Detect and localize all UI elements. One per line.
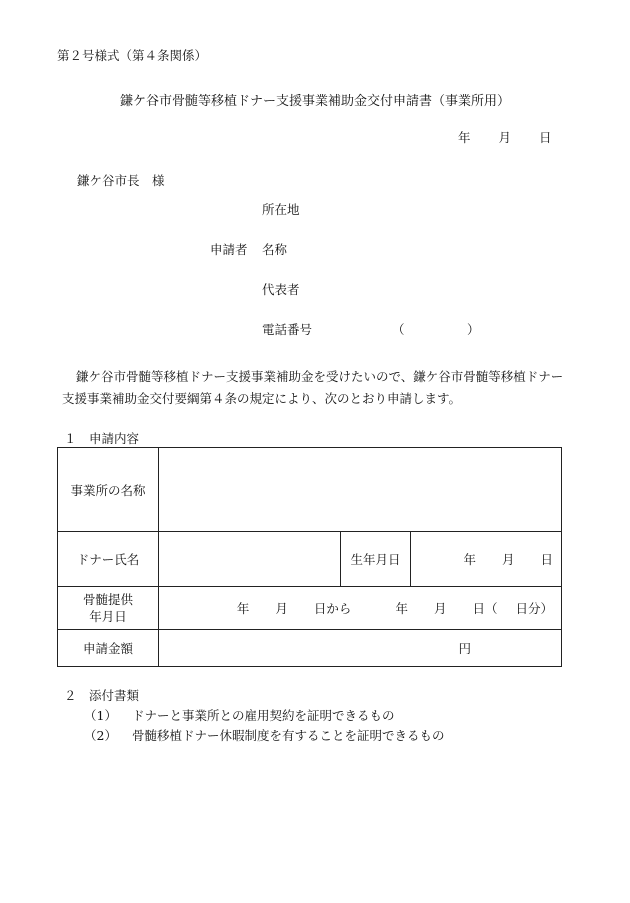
donation-month2: 月: [433, 601, 447, 616]
form-number: 第２号様式（第４条関係）: [57, 48, 208, 63]
document-title: 鎌ケ谷市骨髄等移植ドナー支援事業補助金交付申請書（事業所用）: [119, 94, 510, 109]
donor-row: [58, 532, 562, 587]
statement-text: 鎌ケ谷市骨髄等移植ドナー支援事業補助金を受けたいので、鎌ケ谷市骨髄等移植ドナー支援事業補助金交付要綱第４条の規定により、次のとおり申請します。: [62, 369, 564, 406]
amount-unit: 円: [458, 641, 471, 656]
attachment-item: [84, 706, 395, 724]
donation-date-label: [58, 587, 159, 630]
application-statement: [62, 366, 572, 410]
donation-label-line2: 年月日: [89, 609, 127, 624]
donation-day2: 日（: [472, 601, 498, 616]
application-table: [57, 447, 562, 667]
office-name-label: 事業所の名称: [58, 448, 159, 532]
date-day-label: 日: [539, 130, 552, 145]
donation-date-row: [58, 587, 562, 630]
donation-days: 日分）: [515, 601, 553, 616]
donation-from: 日から: [313, 601, 352, 616]
birth-day-label: 日: [540, 552, 553, 567]
address-label: 所在地: [262, 202, 300, 217]
phone-parentheses: （ ）: [392, 322, 480, 337]
donation-date-field[interactable]: [159, 587, 562, 630]
donor-name-field[interactable]: [159, 532, 341, 587]
office-name-field[interactable]: [159, 448, 562, 532]
amount-field[interactable]: [159, 630, 562, 667]
birth-date-field[interactable]: [411, 532, 562, 587]
donation-year1: 年: [236, 601, 250, 616]
birth-year-label: 年: [463, 552, 476, 567]
donation-year2: 年: [395, 601, 408, 616]
date-year-label: 年: [458, 130, 471, 145]
birth-month-label: 月: [501, 552, 515, 567]
donation-label-line1: 骨髄提供: [82, 592, 133, 607]
section2-heading: ２ 添付書類: [64, 688, 140, 703]
addressee: 鎌ケ谷市長 様: [77, 173, 165, 188]
applicant-label: 申請者: [210, 242, 248, 257]
office-name-row: [58, 448, 562, 532]
date-month-label: 月: [498, 130, 512, 145]
attachment-number: （1）: [84, 708, 117, 723]
phone-label: 電話番号: [262, 322, 313, 337]
representative-label: 代表者: [262, 282, 300, 297]
donor-name-label: ドナー氏名: [58, 532, 159, 587]
attachment-item: [84, 726, 445, 744]
amount-label: 申請金額: [58, 630, 159, 667]
application-date: [458, 128, 552, 146]
attachment-text: ドナーと事業所との雇用契約を証明できるもの: [132, 708, 395, 723]
section1-heading: １ 申請内容: [64, 431, 140, 446]
attachment-text: 骨髄移植ドナー休暇制度を有することを証明できるもの: [132, 728, 445, 743]
amount-row: [58, 630, 562, 667]
donation-month1: 月: [275, 601, 288, 616]
birth-date-label: 生年月日: [341, 532, 411, 587]
company-name-label: 名称: [262, 242, 288, 257]
attachment-number: （2）: [84, 728, 117, 743]
